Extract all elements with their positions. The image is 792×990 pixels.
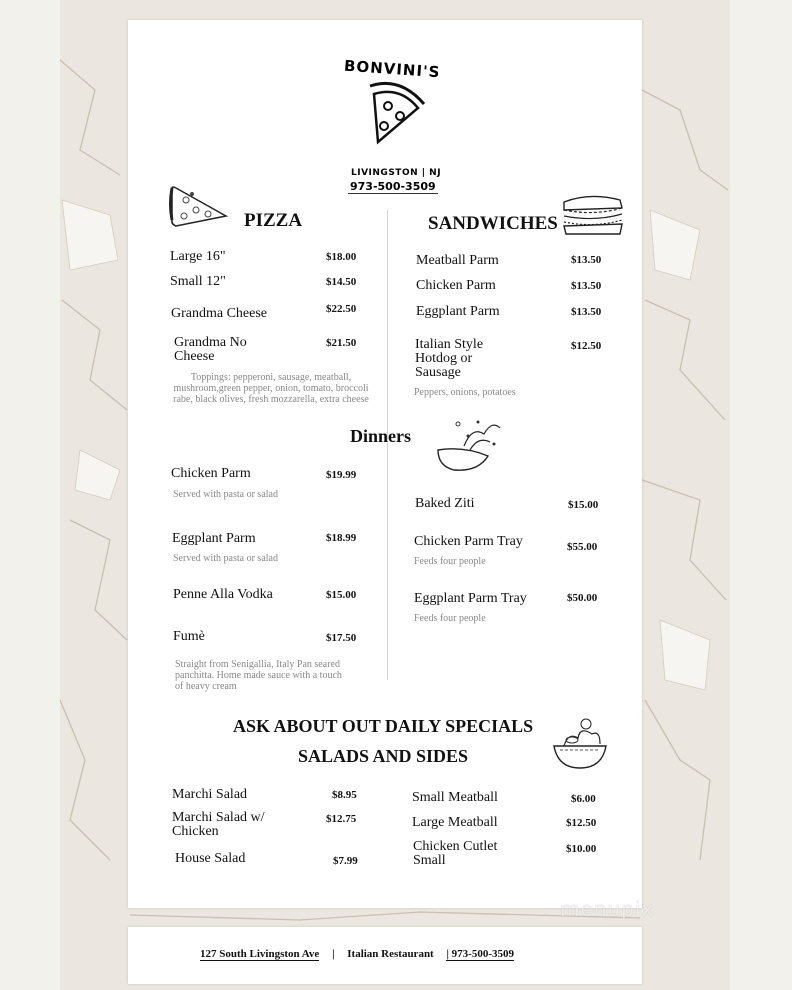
footer-separator: |: [332, 948, 335, 960]
menu-item-name: Italian Style Hotdog or Sausage: [415, 337, 484, 380]
menu-item-price: $13.50: [571, 254, 602, 266]
menu-item-price: $14.50: [326, 276, 357, 288]
salad-bowl-icon: [550, 716, 610, 772]
pizza-heading: PIZZA: [244, 210, 303, 231]
restaurant-location: LIVINGSTON | NJ: [351, 168, 442, 178]
pizza-slice-logo-icon: [360, 78, 430, 150]
menu-item-name: Marchi Salad w/ Chicken: [172, 810, 265, 839]
menu-item-note: Served with pasta or salad: [173, 489, 278, 500]
menu-item-price: $13.50: [571, 306, 602, 318]
footer-restaurant-type: Italian Restaurant: [347, 948, 434, 960]
pizza-toppings-note: Toppings: pepperoni, sausage, meatball, mushroom,green pepper, onion, tomato, broccoli rabe, black olives, fresh mozzarella, extra cheese: [173, 372, 369, 405]
menu-item-name: Large 16": [170, 249, 226, 264]
menu-item-name: Small Meatball: [412, 790, 498, 805]
menu-item-name: Eggplant Parm: [416, 304, 500, 319]
menu-item-price: $12.50: [566, 817, 597, 829]
menu-item-name: Grandma No Cheese: [174, 335, 247, 364]
pizza-slice-icon: [168, 184, 230, 230]
menu-item-name: Chicken Parm: [171, 466, 251, 481]
menu-item-name: Baked Ziti: [415, 496, 475, 511]
menu-item-name: Meatball Parm: [416, 253, 499, 268]
restaurant-phone: 973-500-3509: [350, 180, 436, 193]
menu-item-note: Feeds four people: [414, 556, 486, 567]
menu-item-note: Straight from Senigallia, Italy Pan seared panchitta. Home made sauce with a touch of heavy cream: [175, 659, 342, 692]
menu-page: [128, 20, 642, 908]
footer-line: [200, 948, 514, 960]
menu-item-price: $21.50: [326, 337, 357, 349]
menu-item-name: Penne Alla Vodka: [173, 587, 273, 602]
menu-item-name: Marchi Salad: [172, 787, 248, 802]
menu-item-price: $15.00: [326, 589, 357, 601]
menu-item-price: $17.50: [326, 632, 357, 644]
sandwiches-heading: SANDWICHES: [428, 213, 558, 234]
salads-sides-heading: SALADS AND SIDES: [298, 746, 469, 766]
menu-item-name: Large Meatball: [412, 815, 498, 830]
menu-item-name: Grandma Cheese: [171, 306, 268, 321]
menu-item-name: Eggplant Parm: [172, 531, 256, 546]
menu-item-name: Small 12": [170, 274, 226, 289]
menu-item-name: Fumè: [173, 629, 205, 644]
menu-item-price: $22.50: [326, 303, 357, 315]
menu-item-price: $8.95: [332, 789, 357, 801]
dinners-heading: Dinners: [350, 426, 412, 446]
menu-item-price: $13.50: [571, 280, 602, 292]
menu-item-price: $55.00: [567, 541, 598, 553]
menu-item-name: Eggplant Parm Tray: [414, 591, 527, 606]
pasta-bowl-icon: [434, 416, 506, 474]
menu-item-name: House Salad: [175, 851, 246, 866]
menu-item-price: $12.75: [326, 813, 357, 825]
menu-item-price: $50.00: [567, 592, 598, 604]
sandwich-icon: [560, 190, 626, 238]
restaurant-name: BONVINI'S: [343, 56, 441, 82]
menupix-watermark: menupix: [560, 897, 655, 921]
daily-specials-heading: ASK ABOUT OUT DAILY SPECIALS: [233, 716, 534, 736]
footer-phone: | 973-500-3509: [446, 948, 514, 960]
menu-item-price: $10.00: [566, 843, 597, 855]
menu-item-price: $15.00: [568, 499, 599, 511]
menu-item-note: Feeds four people: [414, 613, 486, 624]
menu-item-price: $18.99: [326, 532, 357, 544]
menu-item-price: $12.50: [571, 340, 602, 352]
menu-item-note: Served with pasta or salad: [173, 553, 278, 564]
menu-item-price: $19.99: [326, 469, 357, 481]
menu-item-price: $6.00: [571, 793, 596, 805]
menu-item-price: $18.00: [326, 251, 357, 263]
menu-item-name: Chicken Cutlet Small: [413, 839, 498, 868]
menu-item-name: Chicken Parm Tray: [414, 534, 523, 549]
menu-item-price: $7.99: [333, 855, 358, 867]
menu-item-name: Chicken Parm: [416, 278, 496, 293]
footer-address: 127 South Livingston Ave: [200, 948, 320, 960]
sandwich-note: Peppers, onions, potatoes: [414, 387, 516, 398]
